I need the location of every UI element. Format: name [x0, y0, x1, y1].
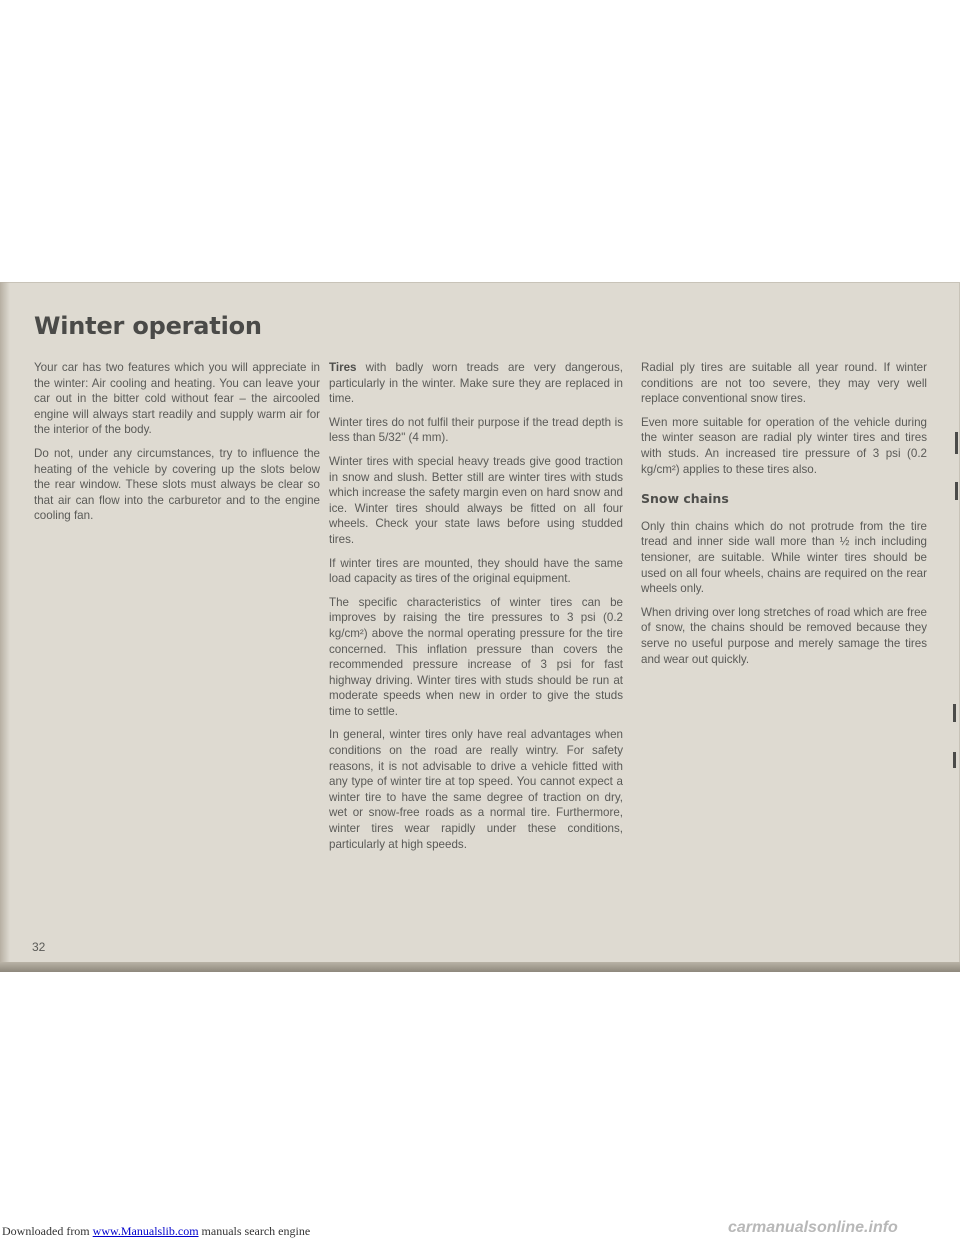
column-3	[641, 360, 927, 675]
margin-mark	[955, 432, 958, 454]
margin-mark	[953, 752, 956, 768]
paragraph: Winter tires do not fulfil their purpose if the tread depth is less than 5/32" (4 mm).	[329, 415, 623, 445]
paragraph-text: with badly worn treads are very dangerous, particularly in the winter. Make sure they are replaced in time.	[329, 361, 623, 406]
snow-chains-heading: Snow chains	[641, 491, 729, 507]
margin-mark	[953, 704, 956, 722]
column-1	[34, 360, 320, 532]
page-left-shadow	[0, 282, 10, 970]
column-2	[329, 360, 623, 860]
download-footer: Downloaded from www.Manualslib.com manuals search engine	[2, 1224, 311, 1238]
manualslib-link[interactable]: www.Manualslib.com	[92, 1224, 199, 1238]
paragraph: Radial ply tires are suitable all year round. If winter conditions are not too severe, they may very well replace conventional snow tires.	[641, 361, 927, 406]
paragraph: Winter tires with special heavy treads give good traction in snow and slush. Better still are winter tires with studs which increase the safety margin even on hard snow and ice. Winter tires should always be fitted on all four wheels. Check your state laws before using studded tires.	[329, 454, 623, 546]
paragraph: When driving over long stretches of road which are free of snow, the chains should be removed because they serve no useful purpose and merely samage the tires and wear out quickly.	[641, 605, 927, 666]
paragraph: If winter tires are mounted, they should have the same load capacity as tires of the original equipment.	[329, 556, 623, 586]
paragraph: Do not, under any circumstances, try to influence the heating of the vehicle by covering up the slots below the rear window. These slots must always be clear so that air can flow into the carburetor and to the engine cooling fan.	[34, 446, 320, 523]
site-watermark: carmanualsonline.info	[728, 1219, 898, 1236]
paragraph: The specific characteristics of winter tires can be improves by raising the tire pressures to 3 psi (0.2 kg/cm²) above the normal operating pressure for the tire concerned. This inflation pressure than covers the recommended pressure increase of 3 psi for fast highway driving. Winter tires with studs should be run at moderate speeds when new in order to give the studs time to settle.	[329, 595, 623, 718]
paragraph: Even more suitable for operation of the vehicle during the winter season are radial ply winter tires and tires with studs. An increased tire pressure of 3 psi (0.2 kg/cm²) applies to these tires also.	[641, 415, 927, 476]
margin-mark	[955, 482, 958, 500]
tires-run-in-heading: Tires	[329, 361, 357, 374]
paragraph	[329, 360, 623, 407]
page-bottom-edge	[0, 962, 960, 972]
paragraph: In general, winter tires only have real advantages when conditions on the road are really wintry. For safety reasons, it is not advisable to drive a vehicle fitted with any type of winter tire at top speed. You cannot expect a winter tire to have the same degree of traction on dry, wet or snow-free roads as a normal tire. Furthermore, winter tires wear rapidly under these conditions, particularly at high speeds.	[329, 728, 623, 851]
paragraph: Only thin chains which do not protrude from the tire tread and inner side wall more than ½ inch including tensioner, are suitable. While winter tires should be used on all four wheels, chains are required on the rear wheels only.	[641, 519, 927, 596]
paragraph: Your car has two features which you will appreciate in the winter: Air cooling and heating. You can leave your car out in the bitter cold without fear – the aircooled engine will always start readily and supply warm air for the interior of the body.	[34, 361, 320, 437]
page-title: Winter operation	[34, 312, 262, 340]
page-number: 32	[32, 940, 46, 954]
